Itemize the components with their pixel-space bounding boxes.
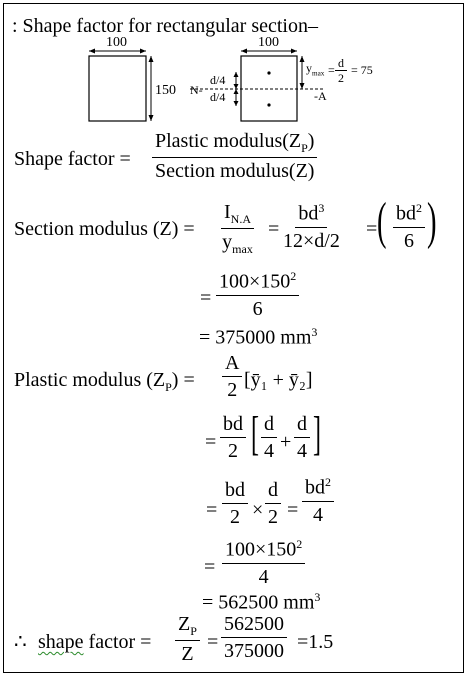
section-diagram [0,0,469,130]
frac-d-over-4-a: $\frac{d}{4}$ [261,414,277,461]
left-paren: ( [377,193,387,250]
plastic-modulus-frac-5: $\frac{bd^2}{4}$ [302,476,334,525]
times: × [252,499,264,521]
ymax-value: = 75 [351,63,373,77]
section-modulus-frac-1: $I_{N.A}$ $y_{max}$ [222,201,253,256]
plastic-modulus-frac-1: $\frac{A}{2}$ [222,353,242,400]
equals: = [206,499,218,521]
therefore-symbol: ∴ [14,631,27,653]
equals: = [366,218,378,240]
plastic-modulus-frac-4: $\frac{d}{2}$ [265,480,281,527]
height-label: 150 [155,83,176,98]
quarter-depth-bottom-label: d/4 [210,90,226,104]
equals: = [287,499,299,521]
plastic-modulus-frac-3: $\frac{bd}{2}$ [222,480,248,527]
shape-factor-result: =1.5 [297,631,334,653]
shape-factor-conclusion-label: shape factor = [38,631,152,653]
left-bracket: [ [251,407,259,460]
width-label-right: 100 [258,35,279,50]
plastic-modulus-frac-6: $\frac{100\times 150^2}{4}$ [222,538,305,587]
quarter-depth-top-label: d/4 [210,73,226,87]
section-modulus-frac-3: $\frac{bd^2}{6}$ [393,202,425,251]
centroid-distance-sum: [ȳ₁ + ȳ₂] [244,369,313,391]
equals: = [207,631,219,653]
width-label-left: 100 [106,35,127,50]
shape-factor-fraction: Plastic $modulus(Z_P)$ Section modulus(Z) [152,131,317,181]
shape-factor-lhs: Shape factor = [14,148,131,170]
ymax-equals: = [328,63,335,77]
plastic-modulus-lhs: Plastic modulus $(Z_P)$ = [14,369,195,394]
conclusion-frac-2: $\frac{562500}{375000}$ [221,614,287,661]
plastic-modulus-frac-2: $\frac{bd}{2}$ [220,414,246,461]
right-paren: ) [427,193,437,250]
right-bracket: ] [313,407,321,460]
equals: = [204,556,216,578]
frac-d-over-4-b: $\frac{d}{4}$ [294,414,310,461]
equals: = [268,218,280,240]
plus: + [280,431,292,453]
neutral-axis-left-label: N- [190,83,203,97]
section-modulus-frac-2: $\frac{bd^3}{12\times d/2}$ [283,201,340,252]
neutral-axis-right-label: -A [314,89,327,103]
plastic-modulus-result: = 562500 $mm^3$ [202,590,321,614]
section-heading: : Shape factor for rectangular section– [12,15,318,37]
ymax-fraction: $\frac{d}{2}$ [335,57,347,84]
conclusion-frac-1: $\frac{Z_P}{Z}$ [175,614,200,664]
section-modulus-lhs: Section modulus (Z) = [14,218,195,240]
ymax-label: $y_{max}$ [306,61,325,78]
equals: = [200,287,212,309]
section-modulus-frac-4: $\frac{100\times 150^2}{6}$ [216,270,299,319]
section-modulus-result: = 375000 $mm^3$ [199,325,318,349]
equals: = [205,431,217,453]
